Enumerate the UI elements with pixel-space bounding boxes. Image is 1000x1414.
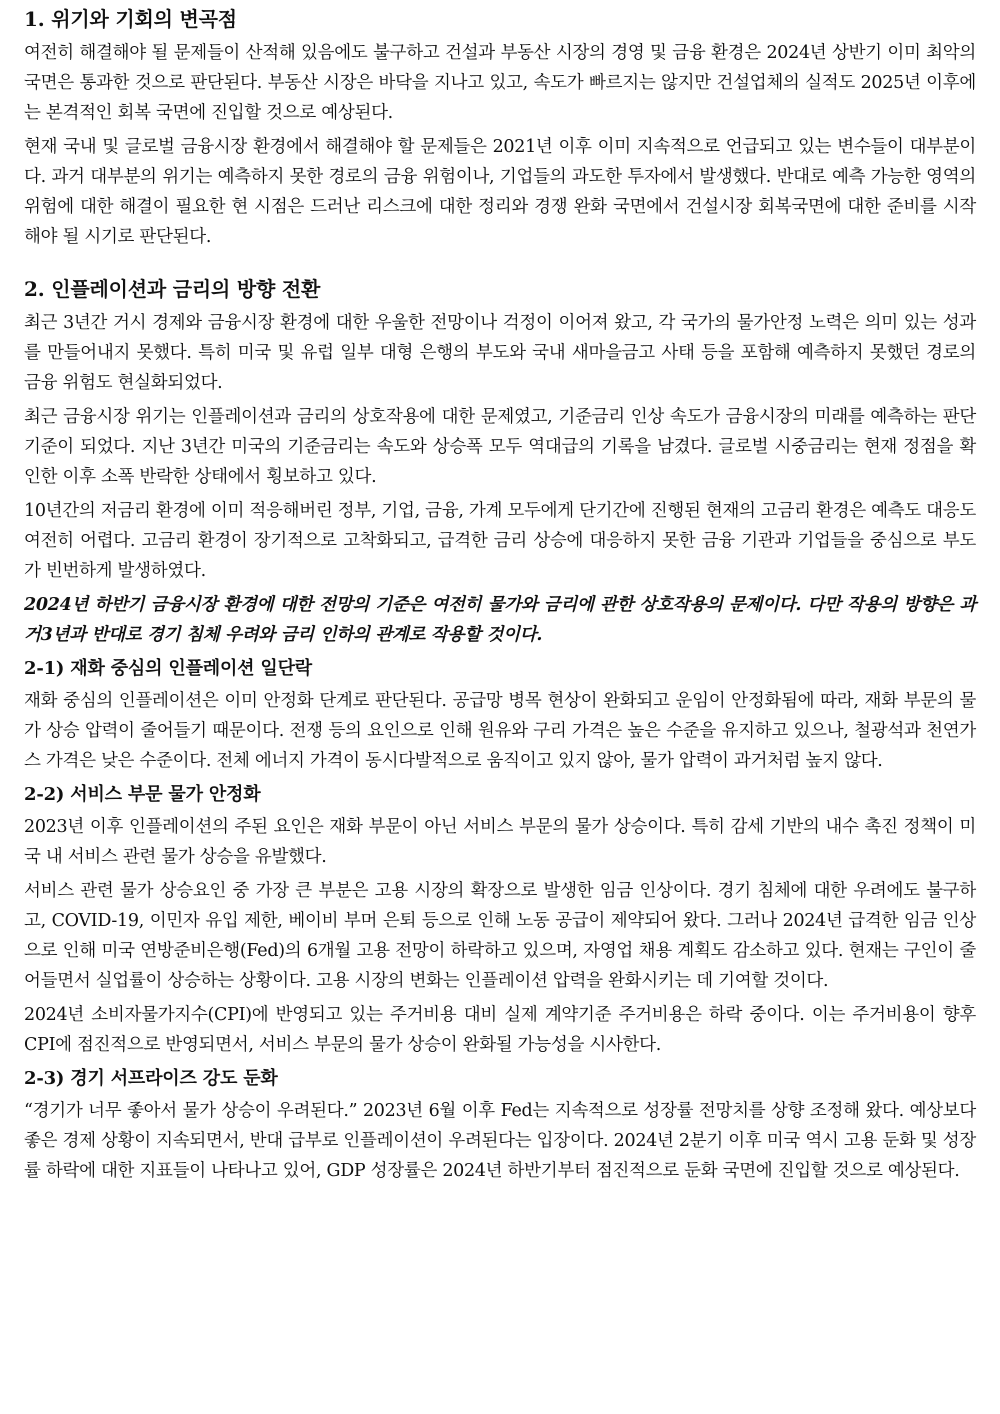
- section-1-title: 1. 위기와 기회의 변곡점: [24, 7, 237, 31]
- subsection-2-3-paragraph-1: “경기가 너무 좋아서 물가 상승이 우려된다.” 2023년 6월 이후 Fed는 지속적으로 성장률 전망치를 상향 조정해 왔다. 예상보다 좋은 경제 상황이 지속되면서, 반대 급부로 인플레이션이 우려된다는 입장이다. 2024년 2분기 이후 미국 역시 고용 둔화 및 성장률 하락에 대한 지표들이 나타나고 있어, GDP 성장률은 2024년 하반기부터 점진적으로 둔화 국면에 진입할 것으로 예상된다.: [24, 1101, 976, 1181]
- section-2-paragraph-2: 최근 금융시장 위기는 인플레이션과 금리의 상호작용에 대한 문제였고, 기준금리 인상 속도가 금융시장의 미래를 예측하는 판단 기준이 되었다. 지난 3년간 미국의 기준금리는 속도와 상승폭 모두 역대급의 기록을 남겼다. 글로벌 시중금리는 현재 정점을 확인한 이후 소폭 반락한 상태에서 횡보하고 있다.: [24, 407, 976, 487]
- subsection-2-1-title: 2-1) 재화 중심의 인플레이션 일단락: [24, 658, 312, 679]
- section-2-paragraph-1: 최근 3년간 거시 경제와 금융시장 환경에 대한 우울한 전망이나 걱정이 이어져 왔고, 각 국가의 물가안정 노력은 의미 있는 성과를 만들어내지 못했다. 특히 미국 및 유럽 일부 대형 은행의 부도와 국내 새마을금고 사태 등을 포함해 예측하지 못했던 경로의 금융 위험도 현실화되었다.: [24, 313, 976, 393]
- subsection-2-3-title: 2-3) 경기 서프라이즈 강도 둔화: [24, 1068, 278, 1089]
- subsection-2-2-title: 2-2) 서비스 부문 물가 안정화: [24, 784, 261, 805]
- section-2-paragraph-3: 10년간의 저금리 환경에 이미 적응해버린 정부, 기업, 금융, 가계 모두에게 단기간에 진행된 현재의 고금리 환경은 예측도 대응도 여전히 어렵다. 고금리 환경이 장기적으로 고착화되고, 급격한 금리 상승에 대응하지 못한 금융 기관과 기업들을 중심으로 부도가 빈번하게 발생하였다.: [24, 501, 976, 581]
- subsection-2-2-paragraph-1: 2023년 이후 인플레이션의 주된 요인은 재화 부문이 아닌 서비스 부문의 물가 상승이다. 특히 감세 기반의 내수 촉진 정책이 미국 내 서비스 관련 물가 상승을 유발했다.: [24, 817, 976, 867]
- subsection-2-2-paragraph-2: 서비스 관련 물가 상승요인 중 가장 큰 부분은 고용 시장의 확장으로 발생한 임금 인상이다. 경기 침체에 대한 우려에도 불구하고, COVID-19, 이민자 유입 제한, 베이비 부머 은퇴 등으로 인해 노동 공급이 제약되어 왔다. 그러나 2024년 급격한 임금 인상으로 인해 미국 연방준비은행(Fed)의 6개월 고용 전망이 하락하고 있으며, 자영업 채용 계획도 감소하고 있다. 현재는 구인이 줄어들면서 실업률이 상승하는 상황이다. 고용 시장의 변화는 인플레이션 압력을 완화시키는 데 기여할 것이다.: [24, 881, 976, 991]
- section-2-title: 2. 인플레이션과 금리의 방향 전환: [24, 277, 321, 301]
- subsection-2-2-paragraph-3: 2024년 소비자물가지수(CPI)에 반영되고 있는 주거비용 대비 실제 계약기준 주거비용은 하락 중이다. 이는 주거비용이 향후 CPI에 점진적으로 반영되면서, 서비스 부문의 물가 상승이 완화될 가능성을 시사한다.: [24, 1005, 976, 1055]
- subsection-2-1-paragraph-1: 재화 중심의 인플레이션은 이미 안정화 단계로 판단된다. 공급망 병목 현상이 완화되고 운임이 안정화됨에 따라, 재화 부문의 물가 상승 압력이 줄어들기 때문이다. 전쟁 등의 요인으로 인해 원유와 구리 가격은 높은 수준을 유지하고 있으나, 철광석과 천연가스 가격은 낮은 수준이다. 전체 에너지 가격이 동시다발적으로 움직이고 있지 않아, 물가 압력이 과거처럼 높지 않다.: [24, 691, 976, 771]
- section-1-paragraph-1: 여전히 해결해야 될 문제들이 산적해 있음에도 불구하고 건설과 부동산 시장의 경영 및 금융 환경은 2024년 상반기 이미 최악의 국면은 통과한 것으로 판단된다. 부동산 시장은 바닥을 지나고 있고, 속도가 빠르지는 않지만 건설업체의 실적도 2025년 이후에는 본격적인 회복 국면에 진입할 것으로 예상된다.: [24, 43, 976, 123]
- section-1-paragraph-2: 현재 국내 및 글로벌 금융시장 환경에서 해결해야 할 문제들은 2021년 이후 이미 지속적으로 언급되고 있는 변수들이 대부분이다. 과거 대부분의 위기는 예측하지 못한 경로의 금융 위험이나, 기업들의 과도한 투자에서 발생했다. 반대로 예측 가능한 영역의 위험에 대한 해결이 필요한 현 시점은 드러난 리스크에 대한 정리와 경쟁 완화 국면에서 건설시장 회복국면에 대한 준비를 시작해야 될 시기로 판단된다.: [24, 137, 976, 247]
- document-page: [24, 4, 976, 1186]
- section-2-emphasis: 2024년 하반기 금융시장 환경에 대한 전망의 기준은 여전히 물가와 금리에 관한 상호작용의 문제이다. 다만 작용의 방향은 과거3년과 반대로 경기 침체 우려와 금리 인하의 관계로 작용할 것이다.: [24, 595, 976, 645]
